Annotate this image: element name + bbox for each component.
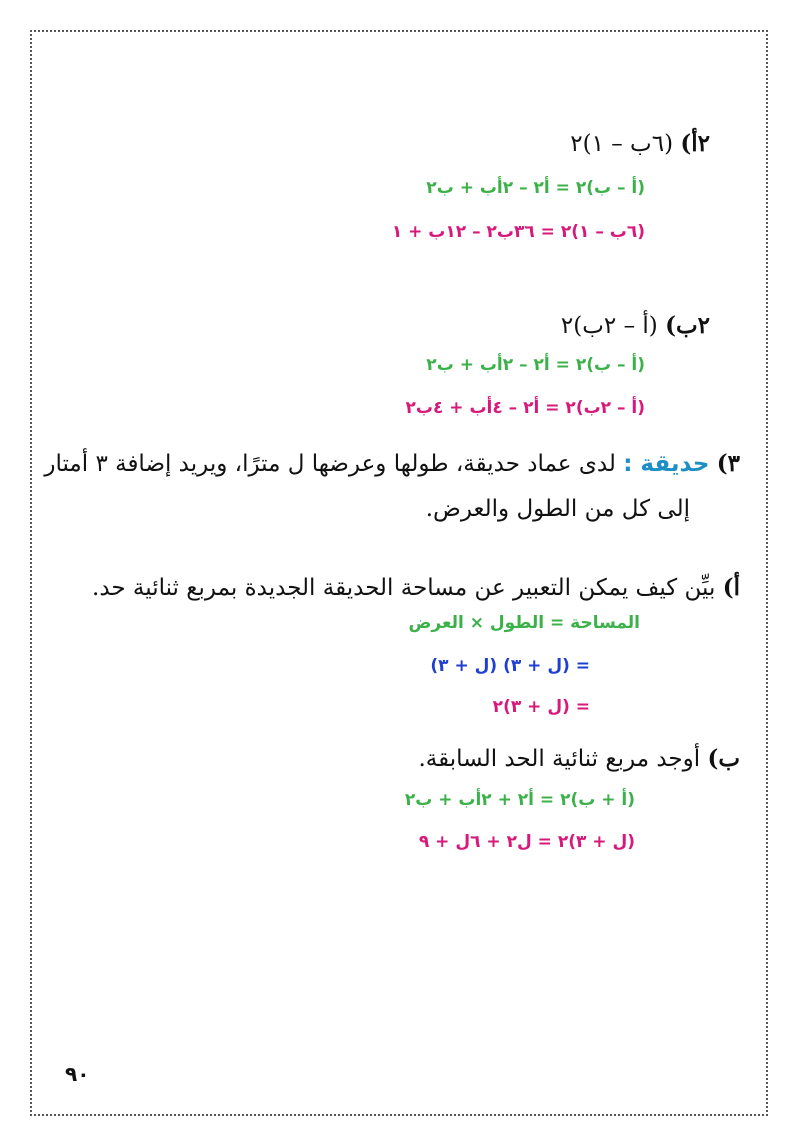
q2b-label: ٢ب) <box>665 312 710 339</box>
q2a-expression <box>570 130 710 157</box>
q3-number: ٣) <box>716 450 740 477</box>
q3b-label: ب) <box>707 745 740 772</box>
q3a-step1: المساحة = الطول × العرض <box>408 613 640 633</box>
q2b-identity: (أ – ب)٢ = أ٢ – ٢أب + ب٢ <box>426 355 645 375</box>
q2b-expression <box>561 312 710 339</box>
q3-statement-line1 <box>44 450 740 477</box>
q3-text-line1: لدى عماد حديقة، طولها وعرضها ل مترًا، ويريد إضافة ٣ أمتار <box>44 451 616 477</box>
q3b-prompt: أوجد مربع ثنائية الحد السابقة. <box>418 746 701 772</box>
q3b-result: (ل + ٣)٢ = ل٢ + ٦ل + ٩ <box>418 832 635 852</box>
q3a-step3: = (ل + ٣)٢ <box>492 697 590 717</box>
q3b-identity: (أ + ب)٢ = أ٢ + ٢أب + ب٢ <box>404 790 635 810</box>
q2b-expr: (أ – ٢ب)٢ <box>560 313 658 339</box>
q2b-result: (أ – ٢ب)٢ = أ٢ – ٤أب + ٤ب٢ <box>405 398 645 418</box>
q2a-result: (٦ب – ١)٢ = ٣٦ب٢ – ١٢ب + ١ <box>391 222 645 242</box>
q2a-label: ٢أ) <box>680 130 710 157</box>
q3a-step2: = (ل + ٣) (ل + ٣) <box>430 656 590 676</box>
q3-text-line2: إلى كل من الطول والعرض. <box>425 496 690 522</box>
q3a-prompt: بيِّن كيف يمكن التعبير عن مساحة الحديقة الجديدة بمربع ثنائية حد. <box>92 575 716 601</box>
q2a-identity: (أ – ب)٢ = أ٢ – ٢أب + ب٢ <box>426 178 645 198</box>
page-number: ٩٠ <box>65 1062 90 1086</box>
q3-heading: حديقة : <box>623 451 710 477</box>
q2a-expr: (٦ب – ١)٢ <box>570 131 674 157</box>
q3a-label: أ) <box>722 574 740 601</box>
q3b-prompt-line <box>419 745 741 772</box>
q3a-prompt-line <box>92 574 740 601</box>
page-frame <box>30 30 768 1116</box>
